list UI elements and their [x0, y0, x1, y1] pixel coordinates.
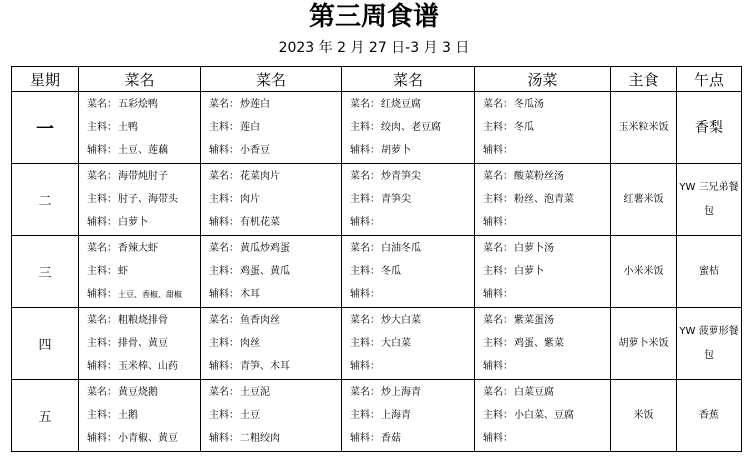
- field-value: 黄豆烧鹅: [118, 387, 158, 398]
- field-label: 主料：: [87, 266, 117, 277]
- column-header: 主食: [611, 67, 677, 92]
- field-label: 菜名：: [350, 387, 380, 398]
- field-label: 辅料：: [209, 433, 239, 444]
- field-label: 主料：: [483, 410, 513, 421]
- field-label: 辅料：: [350, 217, 380, 228]
- field-value: 排骨、黄豆: [118, 338, 168, 349]
- field-label: 主料：: [483, 266, 513, 277]
- field-label: 菜名：: [87, 387, 117, 398]
- dish-line: [483, 260, 610, 283]
- dish-line: [350, 188, 474, 211]
- dish-line: [87, 237, 200, 260]
- dish-line: [87, 188, 200, 211]
- dish-line: [87, 93, 200, 116]
- column-header: 菜名: [201, 67, 342, 92]
- field-label: 菜名：: [350, 243, 380, 254]
- dish-line: [209, 211, 341, 234]
- field-label: 辅料：: [483, 433, 513, 444]
- field-label: 主料：: [483, 122, 513, 133]
- dish-line: [87, 283, 200, 306]
- field-label: 辅料：: [483, 361, 513, 372]
- soup-cell: [475, 380, 611, 452]
- field-label: 主料：: [87, 122, 117, 133]
- dish-line: [483, 237, 610, 260]
- field-label: 辅料：: [209, 361, 239, 372]
- field-value: 青笋、木耳: [240, 361, 290, 372]
- field-label: 辅料：: [350, 289, 380, 300]
- weekday-cell: 二: [12, 164, 79, 236]
- field-label: 菜名：: [209, 243, 239, 254]
- field-label: 主料：: [209, 122, 239, 133]
- menu-table: [11, 66, 742, 452]
- field-label: 菜名：: [350, 99, 380, 110]
- dish-line: [483, 165, 610, 188]
- weekday-cell: 一: [12, 92, 79, 164]
- field-label: 辅料：: [87, 145, 117, 156]
- dish-line: [350, 381, 474, 404]
- dish-cell: [342, 92, 475, 164]
- weekday-cell: 三: [12, 236, 79, 308]
- field-value: 香辣大虾: [118, 243, 158, 254]
- field-label: 主料：: [350, 410, 380, 421]
- dish-line: [87, 404, 200, 427]
- field-value: 绞肉、老豆腐: [381, 122, 441, 133]
- snack-cell: YW 三兄弟餐包: [677, 164, 742, 236]
- dish-line: [209, 237, 341, 260]
- field-value: 肘子、海带头: [118, 194, 178, 205]
- dish-line: [350, 211, 474, 234]
- field-value: 白菜豆腐: [514, 387, 554, 398]
- field-value: 鱼香肉丝: [240, 315, 280, 326]
- dish-line: [87, 309, 200, 332]
- dish-line: [209, 139, 341, 162]
- dish-line: [350, 139, 474, 162]
- field-label: 菜名：: [483, 315, 513, 326]
- field-label: 主料：: [87, 410, 117, 421]
- field-label: 菜名：: [87, 315, 117, 326]
- field-label: 辅料：: [483, 217, 513, 228]
- dish-cell: [201, 380, 342, 452]
- dish-cell: [79, 308, 201, 380]
- dish-line: [87, 165, 200, 188]
- field-value: 虾: [118, 266, 128, 277]
- field-value: 海带炖肘子: [118, 171, 168, 182]
- field-label: 辅料：: [87, 433, 117, 444]
- dish-line: [350, 427, 474, 450]
- dish-line: [350, 165, 474, 188]
- field-label: 菜名：: [483, 171, 513, 182]
- field-value: 土豆、香椒、甜椒: [118, 290, 182, 299]
- dish-line: [483, 116, 610, 139]
- dish-line: [209, 309, 341, 332]
- field-value: 土鸭: [118, 122, 138, 133]
- dish-line: [87, 260, 200, 283]
- dish-line: [483, 93, 610, 116]
- field-value: 玉米棒、山药: [118, 361, 178, 372]
- field-label: 辅料：: [350, 145, 380, 156]
- dish-line: [483, 381, 610, 404]
- soup-cell: [475, 92, 611, 164]
- dish-line: [483, 404, 610, 427]
- staple-cell: 米饭: [611, 380, 677, 452]
- field-value: 小白菜、豆腐: [514, 410, 574, 421]
- field-value: 土豆、莲藕: [118, 145, 168, 156]
- column-header: 菜名: [342, 67, 475, 92]
- field-value: 白油冬瓜: [381, 243, 421, 254]
- field-value: 大白菜: [381, 338, 411, 349]
- dish-line: [350, 332, 474, 355]
- field-label: 主料：: [209, 266, 239, 277]
- dish-cell: [79, 92, 201, 164]
- field-label: 菜名：: [87, 243, 117, 254]
- field-label: 主料：: [483, 194, 513, 205]
- field-label: 主料：: [87, 338, 117, 349]
- dish-line: [483, 188, 610, 211]
- field-label: 主料：: [350, 194, 380, 205]
- dish-line: [350, 309, 474, 332]
- dish-line: [483, 355, 610, 378]
- column-header: 午点: [677, 67, 742, 92]
- field-value: 酸菜粉丝汤: [514, 171, 564, 182]
- dish-line: [350, 355, 474, 378]
- field-value: 上海青: [381, 410, 411, 421]
- field-value: 粗粮烧排骨: [118, 315, 168, 326]
- staple-cell: 玉米粒米饭: [611, 92, 677, 164]
- soup-cell: [475, 164, 611, 236]
- field-value: 冬瓜: [381, 266, 401, 277]
- dish-cell: [79, 380, 201, 452]
- dish-line: [209, 381, 341, 404]
- field-label: 主料：: [350, 122, 380, 133]
- field-label: 辅料：: [350, 361, 380, 372]
- page-title: 第三周食谱: [308, 2, 439, 32]
- dish-cell: [342, 236, 475, 308]
- field-label: 辅料：: [209, 289, 239, 300]
- snack-cell: YW 菠萝形餐包: [677, 308, 742, 380]
- dish-line: [209, 260, 341, 283]
- field-value: 炒青笋尖: [381, 171, 421, 182]
- dish-line: [483, 427, 610, 450]
- field-label: 菜名：: [87, 171, 117, 182]
- dish-cell: [201, 236, 342, 308]
- soup-cell: [475, 308, 611, 380]
- field-value: 小香豆: [240, 145, 270, 156]
- dish-line: [350, 283, 474, 306]
- dish-line: [483, 211, 610, 234]
- field-label: 主料：: [483, 338, 513, 349]
- staple-cell: 胡萝卜米饭: [611, 308, 677, 380]
- field-value: 鸡蛋、紫菜: [514, 338, 564, 349]
- field-value: 黄瓜炒鸡蛋: [240, 243, 290, 254]
- field-label: 主料：: [87, 194, 117, 205]
- table-row: [12, 380, 742, 452]
- dish-line: [483, 139, 610, 162]
- dish-line: [87, 355, 200, 378]
- dish-line: [209, 116, 341, 139]
- field-label: 辅料：: [209, 217, 239, 228]
- table-row: [12, 308, 742, 380]
- field-value: 二粗绞肉: [240, 433, 280, 444]
- field-label: 菜名：: [483, 387, 513, 398]
- table-row: [12, 164, 742, 236]
- staple-cell: 小米米饭: [611, 236, 677, 308]
- field-label: 菜名：: [483, 243, 513, 254]
- dish-line: [87, 381, 200, 404]
- field-label: 菜名：: [209, 99, 239, 110]
- dish-cell: [79, 164, 201, 236]
- dish-line: [209, 283, 341, 306]
- dish-cell: [201, 92, 342, 164]
- field-label: 辅料：: [209, 145, 239, 156]
- field-value: 土鹅: [118, 410, 138, 421]
- field-value: 肉片: [240, 194, 260, 205]
- field-label: 主料：: [350, 338, 380, 349]
- field-value: 冬瓜: [514, 122, 534, 133]
- field-value: 白萝卜: [118, 217, 148, 228]
- dish-line: [483, 283, 610, 306]
- field-value: 白萝卜汤: [514, 243, 554, 254]
- field-value: 五彩烩鸭: [118, 99, 158, 110]
- weekday-cell: 五: [12, 380, 79, 452]
- snack-cell: 香蕉: [677, 380, 742, 452]
- field-label: 菜名：: [87, 99, 117, 110]
- field-label: 主料：: [350, 266, 380, 277]
- field-value: 鸡蛋、黄瓜: [240, 266, 290, 277]
- field-value: 木耳: [240, 289, 260, 300]
- field-value: 香菇: [381, 433, 401, 444]
- dish-line: [87, 116, 200, 139]
- dish-line: [209, 93, 341, 116]
- field-label: 主料：: [209, 194, 239, 205]
- column-header: 汤菜: [475, 67, 611, 92]
- snack-cell: 蜜桔: [677, 236, 742, 308]
- field-label: 辅料：: [87, 217, 117, 228]
- field-label: 辅料：: [87, 361, 117, 372]
- dish-line: [87, 211, 200, 234]
- field-value: 粉丝、泡青菜: [514, 194, 574, 205]
- field-label: 辅料：: [87, 289, 117, 300]
- dish-cell: [342, 308, 475, 380]
- staple-cell: 红薯米饭: [611, 164, 677, 236]
- column-header: 菜名: [79, 67, 201, 92]
- field-label: 菜名：: [209, 387, 239, 398]
- field-value: 红烧豆腐: [381, 99, 421, 110]
- field-label: 菜名：: [209, 171, 239, 182]
- field-label: 辅料：: [350, 433, 380, 444]
- field-value: 紫菜蛋汤: [514, 315, 554, 326]
- soup-cell: [475, 236, 611, 308]
- field-label: 主料：: [209, 338, 239, 349]
- field-value: 有机花菜: [240, 217, 280, 228]
- field-label: 辅料：: [483, 145, 513, 156]
- field-value: 胡萝卜: [381, 145, 411, 156]
- header-row: [12, 67, 742, 92]
- date-range: 2023 年 2 月 27 日-3 月 3 日: [278, 40, 470, 56]
- dish-line: [209, 355, 341, 378]
- dish-line: [209, 332, 341, 355]
- field-value: 肉丝: [240, 338, 260, 349]
- dish-line: [350, 260, 474, 283]
- dish-line: [350, 237, 474, 260]
- dish-cell: [79, 236, 201, 308]
- dish-line: [483, 309, 610, 332]
- field-label: 主料：: [209, 410, 239, 421]
- dish-line: [350, 93, 474, 116]
- dish-cell: [342, 164, 475, 236]
- menu-body: [12, 92, 742, 452]
- weekday-cell: 四: [12, 308, 79, 380]
- field-value: 炒大白菜: [381, 315, 421, 326]
- field-label: 辅料：: [483, 289, 513, 300]
- dish-cell: [342, 380, 475, 452]
- dish-line: [87, 139, 200, 162]
- field-label: 菜名：: [350, 315, 380, 326]
- field-value: 冬瓜汤: [514, 99, 544, 110]
- dish-line: [483, 332, 610, 355]
- table-row: [12, 236, 742, 308]
- field-label: 菜名：: [209, 315, 239, 326]
- field-label: 菜名：: [350, 171, 380, 182]
- column-header: 星期: [12, 67, 79, 92]
- field-label: 菜名：: [483, 99, 513, 110]
- dish-line: [87, 427, 200, 450]
- field-value: 花菜肉片: [240, 171, 280, 182]
- dish-cell: [201, 308, 342, 380]
- dish-line: [87, 332, 200, 355]
- field-value: 小青椒、黄豆: [118, 433, 178, 444]
- snack-cell: 香梨: [677, 92, 742, 164]
- dish-cell: [201, 164, 342, 236]
- table-row: [12, 92, 742, 164]
- dish-line: [209, 427, 341, 450]
- dish-line: [209, 188, 341, 211]
- field-value: 炒莲白: [240, 99, 270, 110]
- dish-line: [209, 165, 341, 188]
- dish-line: [350, 116, 474, 139]
- field-value: 白萝卜: [514, 266, 544, 277]
- dish-line: [350, 404, 474, 427]
- field-value: 莲白: [240, 122, 260, 133]
- field-value: 土豆: [240, 410, 260, 421]
- field-value: 青笋尖: [381, 194, 411, 205]
- field-value: 土豆泥: [240, 387, 270, 398]
- dish-line: [209, 404, 341, 427]
- field-value: 炒上海青: [381, 387, 421, 398]
